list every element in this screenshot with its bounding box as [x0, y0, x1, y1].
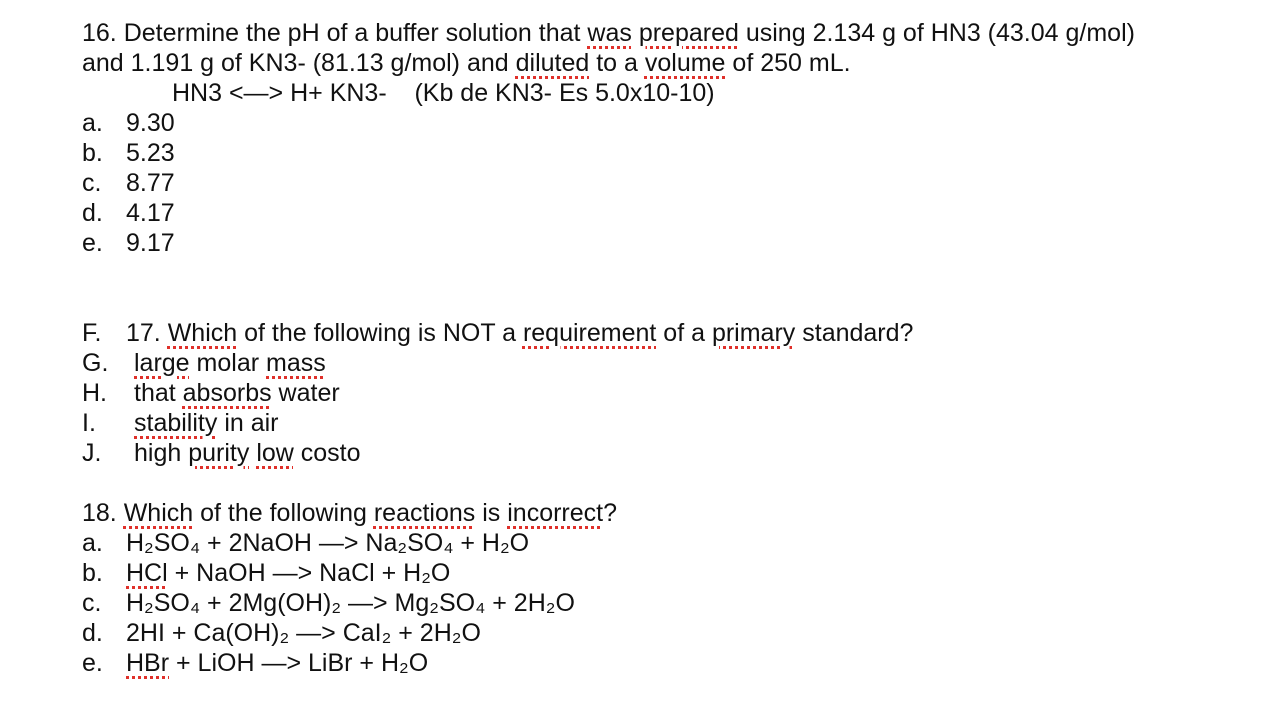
spellcheck-word[interactable]: stability	[134, 409, 218, 437]
answer-option[interactable]	[82, 138, 1272, 168]
document-page	[82, 18, 1272, 678]
answer-option[interactable]	[82, 528, 1272, 558]
spellcheck-word[interactable]: purity	[188, 439, 250, 467]
option-text: 8.77	[126, 169, 175, 197]
answer-option[interactable]	[82, 618, 1272, 648]
answer-option[interactable]	[82, 348, 1272, 378]
option-marker: a.	[82, 109, 103, 137]
spacer	[82, 468, 1272, 498]
q16-text: and 1.191 g of KN3- (81.13 g/mol) and	[82, 49, 516, 77]
q16-equation: HN3 <—> H+ KN3- (Kb de KN3- Es 5.0x10-10)	[172, 79, 715, 107]
option-text: 4.17	[126, 199, 175, 227]
spellcheck-word[interactable]: diluted	[515, 49, 590, 77]
q17-text: of the following is NOT a	[237, 319, 523, 347]
q16-stem-line-2	[82, 48, 1272, 78]
option-text: + NaOH —> NaCl + H₂O	[167, 559, 451, 587]
answer-option[interactable]	[82, 168, 1272, 198]
spacer	[82, 258, 1272, 318]
spellcheck-word[interactable]: low	[256, 439, 294, 467]
spellcheck-word[interactable]: was	[587, 19, 632, 47]
option-text: 5.23	[126, 139, 175, 167]
question-16	[82, 18, 1272, 258]
q16-text: using 2.134 g of HN3 (43.04 g/mol)	[738, 19, 1135, 47]
answer-option[interactable]	[82, 228, 1272, 258]
answer-option[interactable]	[82, 648, 1272, 678]
option-text: high	[134, 439, 189, 467]
question-18	[82, 498, 1272, 678]
spellcheck-word[interactable]: reactions	[373, 499, 476, 527]
option-marker: b.	[82, 139, 103, 167]
answer-option[interactable]	[82, 378, 1272, 408]
option-marker: c.	[82, 589, 102, 617]
answer-option[interactable]	[82, 408, 1272, 438]
option-text: H₂SO₄ + 2NaOH —> Na₂SO₄ + H₂O	[126, 529, 530, 557]
spellcheck-word[interactable]: incorrect	[507, 499, 604, 527]
q18-stem	[82, 498, 1272, 528]
option-text: 9.30	[126, 109, 175, 137]
answer-option[interactable]	[82, 108, 1272, 138]
option-marker: c.	[82, 169, 102, 197]
answer-option[interactable]	[82, 588, 1272, 618]
option-text: that	[134, 379, 183, 407]
option-text: in air	[217, 409, 279, 437]
option-marker: F.	[82, 319, 102, 347]
spellcheck-word[interactable]: requirement	[522, 319, 657, 347]
q18-text: 18.	[82, 499, 124, 527]
q18-text: of the following	[193, 499, 374, 527]
q16-text: of 250 mL.	[725, 49, 851, 77]
spellcheck-word[interactable]: Which	[167, 319, 238, 347]
option-text: 9.17	[126, 229, 175, 257]
q16-stem-line-1	[82, 18, 1272, 48]
option-marker: d.	[82, 619, 103, 647]
q16-text: to a	[589, 49, 645, 77]
option-marker: b.	[82, 559, 103, 587]
option-marker: G.	[82, 349, 109, 377]
option-marker: e.	[82, 229, 103, 257]
q18-text: is	[475, 499, 508, 527]
spellcheck-word[interactable]: mass	[266, 349, 326, 377]
option-marker: e.	[82, 649, 103, 677]
spellcheck-word[interactable]: large	[134, 349, 190, 377]
q17-stem	[82, 318, 1272, 348]
option-marker: J.	[82, 439, 102, 467]
option-text: + LiOH —> LiBr + H₂O	[169, 649, 429, 677]
q16-text	[632, 19, 639, 47]
answer-option[interactable]	[82, 198, 1272, 228]
option-marker: I.	[82, 409, 96, 437]
q16-text: 16. Determine the pH of a buffer solution that	[82, 19, 588, 47]
spellcheck-word[interactable]: Which	[123, 499, 194, 527]
q17-text: standard?	[795, 319, 914, 347]
option-text: molar	[189, 349, 266, 377]
spellcheck-word[interactable]: prepared	[638, 19, 739, 47]
answer-option[interactable]	[82, 558, 1272, 588]
answer-option[interactable]	[82, 438, 1272, 468]
spellcheck-word[interactable]: HBr	[126, 649, 170, 677]
q17-text: of a	[656, 319, 712, 347]
option-text: costo	[293, 439, 361, 467]
spellcheck-word[interactable]: HCl	[126, 559, 168, 587]
option-marker: d.	[82, 199, 103, 227]
spellcheck-word[interactable]: absorbs	[182, 379, 272, 407]
option-text: H₂SO₄ + 2Mg(OH)₂ —> Mg₂SO₄ + 2H₂O	[126, 589, 575, 617]
spellcheck-word[interactable]: volume	[644, 49, 726, 77]
option-text: water	[271, 379, 340, 407]
q18-text: ?	[603, 499, 618, 527]
spellcheck-word[interactable]: primary	[711, 319, 796, 347]
option-marker: H.	[82, 379, 107, 407]
question-17	[82, 318, 1272, 468]
option-text: 2HI + Ca(OH)₂ —> CaI₂ + 2H₂O	[126, 619, 481, 647]
q17-text: 17.	[126, 319, 168, 347]
option-marker: a.	[82, 529, 103, 557]
